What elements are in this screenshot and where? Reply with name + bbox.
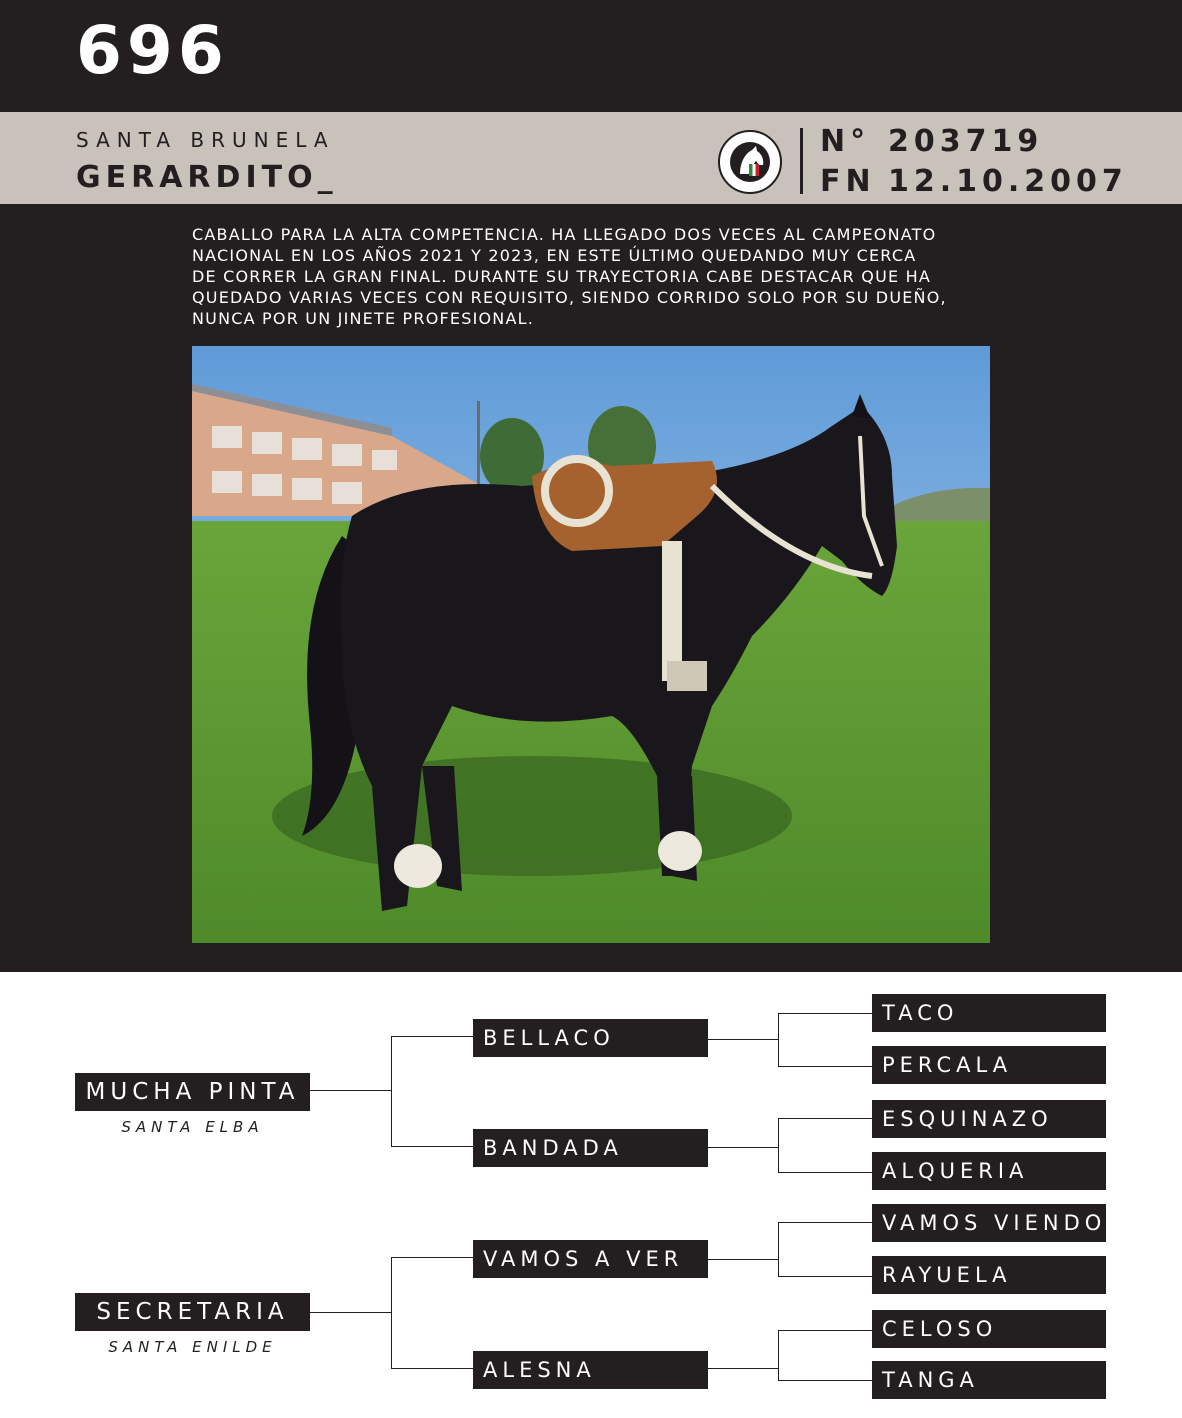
title-band xyxy=(0,112,1182,204)
header-bar xyxy=(0,0,1182,112)
registration-info xyxy=(820,122,1128,202)
connector-line xyxy=(778,1118,779,1172)
great-grandparent-box: ALQUERIA xyxy=(872,1152,1106,1190)
description-line: CABALLO PARA LA ALTA COMPETENCIA. HA LLEGADO DOS VECES AL CAMPEONATO xyxy=(192,225,937,244)
grandparent-box: ALESNA xyxy=(473,1351,708,1389)
connector-line xyxy=(778,1013,779,1066)
grandparent-box: BELLACO xyxy=(473,1019,708,1057)
great-grandparent-box: TACO xyxy=(872,994,1106,1032)
description-line: NUNCA POR UN JINETE PROFESIONAL. xyxy=(192,309,535,328)
great-grandparent-box: PERCALA xyxy=(872,1046,1106,1084)
remates-logo xyxy=(718,130,782,194)
connector-line xyxy=(778,1380,872,1381)
great-grandparent-box: ESQUINAZO xyxy=(872,1100,1106,1138)
birth-date: 12.10.2007 xyxy=(888,164,1128,199)
connector-line xyxy=(708,1147,778,1148)
connector-line xyxy=(778,1330,779,1380)
grandparent-box: VAMOS A VER xyxy=(473,1240,708,1278)
registration-number: 203719 xyxy=(888,124,1044,159)
connector-line xyxy=(708,1039,778,1040)
sire-breeder: SANTA ELBA xyxy=(121,1118,264,1136)
connector-line xyxy=(778,1276,872,1277)
connector-line xyxy=(391,1257,392,1368)
great-grandparent-box: CELOSO xyxy=(872,1310,1106,1348)
horse-name: GERARDITO_ xyxy=(76,160,338,195)
connector-line xyxy=(778,1172,872,1173)
description-line: QUEDADO VARIAS VECES CON REQUISITO, SIENDO CORRIDO SOLO POR SU DUEÑO, xyxy=(192,288,947,307)
connector-line xyxy=(391,1036,473,1037)
connector-line xyxy=(391,1368,473,1369)
connector-line xyxy=(778,1222,872,1223)
connector-line xyxy=(310,1090,391,1091)
breeder-name: SANTA BRUNELA xyxy=(76,128,335,152)
number-label: N° xyxy=(820,124,871,159)
connector-line xyxy=(778,1330,872,1331)
horse-photo xyxy=(192,346,990,943)
connector-line xyxy=(708,1368,778,1369)
connector-line xyxy=(391,1036,392,1146)
description-section xyxy=(0,204,1182,972)
connector-line xyxy=(708,1259,778,1260)
dam-box: SECRETARIA xyxy=(75,1293,310,1331)
horse-photo-illustration xyxy=(192,346,990,943)
birth-label: FN xyxy=(820,164,876,199)
lot-number: 696 xyxy=(76,12,229,89)
connector-line xyxy=(310,1312,391,1313)
pedigree-chart xyxy=(0,972,1182,1418)
connector-line xyxy=(778,1066,872,1067)
description-line: DE CORRER LA GRAN FINAL. DURANTE SU TRAYECTORIA CABE DESTACAR QUE HA xyxy=(192,267,931,286)
sire-box: MUCHA PINTA xyxy=(75,1073,310,1111)
connector-line xyxy=(778,1013,872,1014)
great-grandparent-box: RAYUELA xyxy=(872,1256,1106,1294)
description-line: NACIONAL EN LOS AÑOS 2021 Y 2023, EN ESTE ÚLTIMO QUEDANDO MUY CERCA xyxy=(192,246,917,265)
description xyxy=(192,224,1012,329)
grandparent-box: BANDADA xyxy=(473,1129,708,1167)
connector-line xyxy=(391,1257,473,1258)
connector-line xyxy=(391,1146,473,1147)
great-grandparent-box: TANGA xyxy=(872,1361,1106,1399)
connector-line xyxy=(778,1118,872,1119)
connector-line xyxy=(778,1222,779,1276)
horse-head-logo-icon xyxy=(718,130,782,194)
separator xyxy=(800,128,803,194)
great-grandparent-box: VAMOS VIENDO xyxy=(872,1204,1106,1242)
dam-breeder: SANTA ENILDE xyxy=(108,1338,277,1356)
